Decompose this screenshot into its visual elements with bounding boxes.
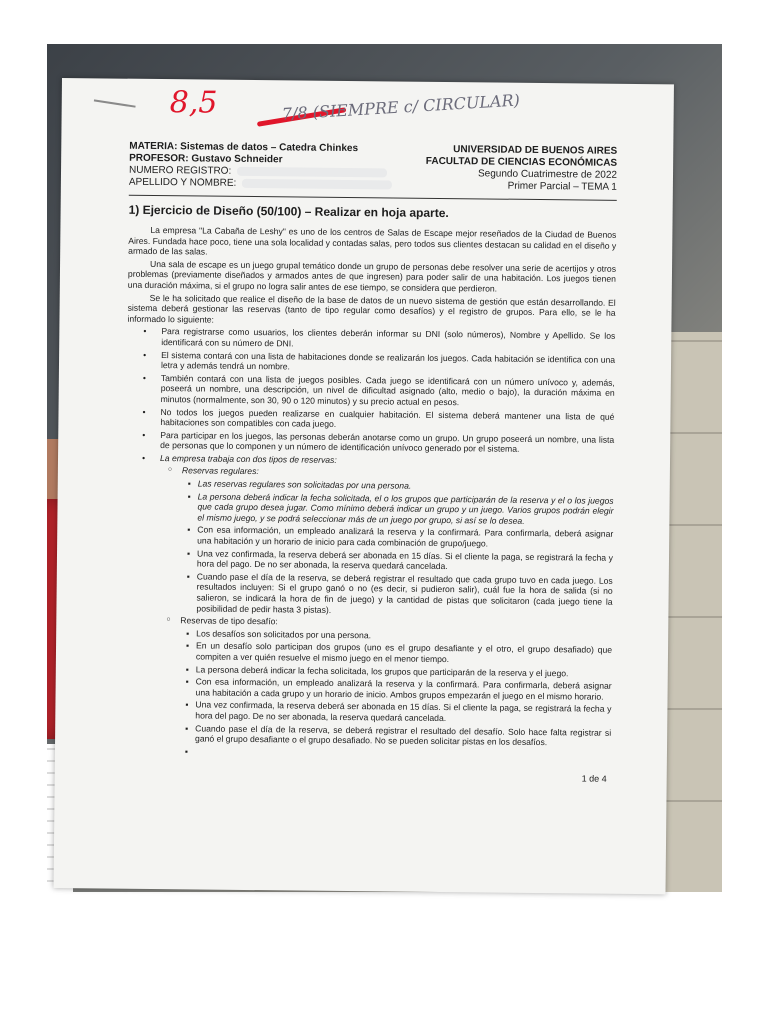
list-item: ▪ La persona deberá indicar la fecha solicitada, el o los grupos que participarán de la reserva y el o los juegos que cada grupo desea jugar. Como mínimo deberá indicar un grupo y un juego. Varios grupos podrán elegir el mismo juego, y se podrá seleccionar más de un juego por grupo, si así se lo desea.: [125, 490, 613, 527]
paragraph: Una sala de escape es un juego grupal temático donde un grupo de personas debe resolver una serie de acertijos y otros problemas (previamente diseñados y armados antes de que ingresen) para poder salir de una habitación. Los juegos tienen una duración máxima, si el grupo no logra salir antes de ese tiempo, se considera que perdieron.: [127, 258, 617, 294]
paragraph: La empresa "La Cabaña de Leshy" es uno de los centros de Salas de Escape mejor reseñados de la Ciudad de Buenos Aires. Fundada hace poco, tiene una sola localidad y contadas salas, pero todos sus clientes destacan su calidad en el diseño y armado de las salas.: [128, 224, 617, 257]
name-line: APELLIDO Y NOMBRE:: [129, 177, 393, 192]
redacted-field: [242, 179, 392, 190]
handwritten-note: 7/8 (SIEMPRE c/ CIRCULAR): [281, 90, 521, 124]
registration-line: NUMERO REGISTRO:: [129, 165, 393, 180]
header-right: [426, 144, 618, 194]
list-item: ▪ Una vez confirmada, la reserva deberá ser abonada en 15 días. Si el cliente la paga, se registrará la fecha y hora del pago. De no ser abonada, la reserva quedará cancelada.: [123, 699, 611, 725]
list-item: ▪ Cuando pase el día de la reserva, se deberá registrar el resultado del desafío. Solo hace falta registrar si ganó el grupo desafiante o el grupo desafiado. No se pueden solicitar pistas en los desafíos.: [123, 722, 611, 748]
redacted-field: [237, 167, 387, 178]
list-item: ▪ Una vez confirmada, la reserva deberá ser abonada en 15 días. Si el cliente la paga, se registrará la fecha y hora del pago. De no ser abonada, la reserva quedará cancelada.: [125, 547, 613, 573]
requirements-list: [123, 326, 615, 761]
header-divider: [129, 195, 617, 201]
list-item: ▪ Los desafíos son solicitados por una persona.: [124, 627, 612, 643]
list-item: ▪ Las reservas regulares son solicitadas por una persona.: [126, 478, 614, 494]
list-item: ▪ Cuando pase el día de la reserva, se deberá registrar el resultado que cada grupo tuvo en cada juego. Los resultados incluyen: Si el grupo ganó o no (es decir, si pudieron salir), cuál fue la hora de salida (si no salieron, se indicará la hora de fin de juego) y la cantidad de pistas que solicitaron (cada juego tiene la posibilidad de pedir hasta 3 pistas).: [124, 570, 612, 617]
header-left: [129, 141, 393, 192]
faculty-name: FACULTAD DE CIENCIAS ECONÓMICAS: [425, 155, 618, 169]
question-title: 1) Ejercicio de Diseño (50/100) – Realizar en hoja aparte.: [128, 202, 449, 221]
subject-line: MATERIA: Sistemas de datos – Catedra Chinkes: [129, 140, 359, 155]
staple: [94, 99, 136, 107]
exam-line: Primer Parcial – TEMA 1: [507, 180, 617, 193]
list-item: ▪ En un desafío solo participan dos grupos (uno es el grupo desafiante y el otro, el grupo desafiado) que compiten a ver quién resuelve el mismo juego en el menor tiempo.: [124, 640, 612, 666]
sublist-title: ○ Reservas regulares:: [126, 465, 614, 481]
list-item: • Para participar en los juegos, las personas deberán anotarse como un grupo. Un grupo poseerá un nombre, una lista de personas que lo componen y un número de identificación unívoco generado por el sistema.: [126, 429, 614, 455]
grade-mark: 8,5: [169, 85, 218, 121]
exam-sheet: [54, 78, 674, 894]
term-line: Segundo Cuatrimestre de 2022: [477, 168, 618, 181]
list-item: • El sistema contará con una lista de habitaciones donde se realizarán los juegos. Cada habitación se identifica con una letra y además tendrá un nombre.: [127, 349, 615, 375]
list-item: ▪ La persona deberá indicar la fecha solicitada, los grupos que participarán de la reserva y el juego.: [124, 663, 612, 679]
professor-line: PROFESOR: Gustavo Schneider: [129, 152, 283, 166]
list-item: • La empresa trabaja con dos tipos de reservas:: [126, 453, 614, 469]
university-name: UNIVERSIDAD DE BUENOS AIRES: [453, 144, 618, 157]
paragraph: Se le ha solicitado que realice el diseño de la base de datos de un nuevo sistema de gestión que están desarrollando. El sistema deberá gestionar las reservas (tanto de tipo regular como desafíos) y el registro de grupos. Para ello, se le ha informado lo siguiente:: [127, 292, 616, 325]
sublist-title: ○ Reservas de tipo desafío:: [124, 615, 612, 631]
list-item: ▪ Con esa información, un empleado analizará la reserva y la confirmará. Para confirmarla, deberá asignar una habitación a cada grupo y un horario de inicio. Ambos grupos empezarán el juego en el mismo horario.: [124, 676, 612, 702]
list-item: ▪ Con esa información, un empleado analizará la reserva y la confirmará. Para confirmarla, deberá asignar una habitación y un horario de inicio para cada combinación de grupo/juego.: [125, 524, 613, 550]
page-number: 1 de 4: [581, 773, 607, 784]
list-item: • Para registrarse como usuarios, los clientes deberán informar su DNI (solo números), Nombre y Apellido. Se los identificará con su número de DNI.: [127, 326, 615, 352]
list-item: • También contará con una lista de juegos posibles. Cada juego se identificará con un número unívoco y, además, poseerá un nombre, una descripción, un nivel de dificultad asignado (alto, medio o bajo), la duración máxima en minutos (normalmente, son 30, 90 o 120 minutos) y su precio actual en pesos.: [127, 372, 615, 409]
question-body: [123, 225, 617, 763]
list-item: • No todos los juegos pueden realizarse en cualquier habitación. El sistema deberá mantener una lista de qué habitaciones son compatibles con cada juego.: [126, 406, 614, 432]
